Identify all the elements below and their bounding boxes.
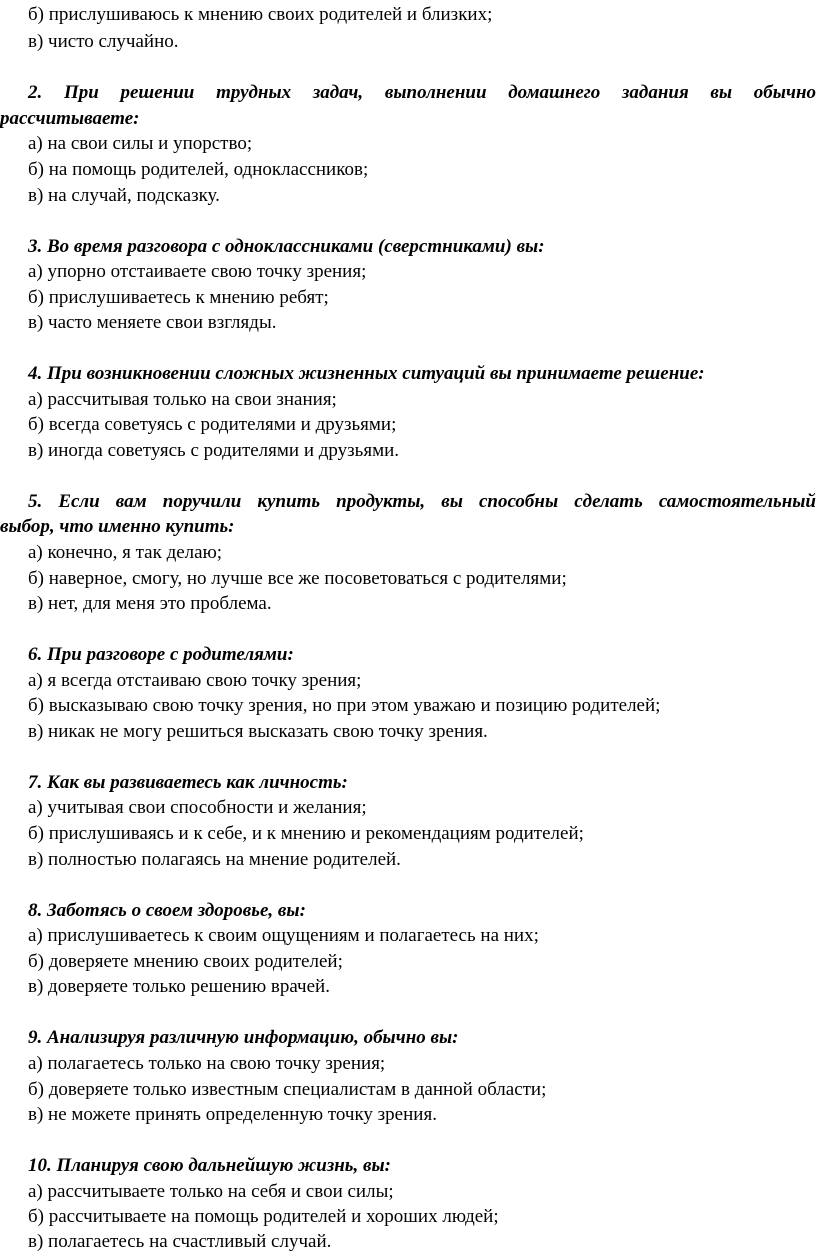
answer-line: в) на случай, подсказку. — [28, 185, 220, 206]
answer-line: в) полностью полагаясь на мнение родителей. — [28, 849, 401, 870]
answer-line: в) иногда советуясь с родителями и друзьями. — [28, 440, 400, 461]
answer-line: б) прислушиваетесь к мнению ребят; — [28, 287, 329, 308]
answer-line: в) часто меняете свои взгляды. — [28, 312, 277, 333]
answer-line: а) я всегда отстаиваю свою точку зрения; — [28, 670, 362, 691]
answer-line: а) полагаетесь только на свою точку зрения; — [28, 1053, 386, 1074]
answer-line: в) никак не могу решиться высказать свою точку зрения. — [28, 721, 488, 742]
question-2-title-cont: рассчитываете: — [0, 108, 140, 129]
answer-line: а) рассчитываете только на себя и свои силы; — [28, 1181, 394, 1202]
answer-line: в) доверяете только решению врачей. — [28, 976, 330, 997]
question-6-title: 6. При разговоре с родителями: — [28, 644, 294, 665]
answer-line: а) упорно отстаиваете свою точку зрения; — [28, 261, 367, 282]
answer-line: б) прислушиваюсь к мнению своих родителей и близких; — [28, 4, 493, 25]
answer-line: б) прислушиваясь и к себе, и к мнению и рекомендациям родителей; — [28, 823, 584, 844]
question-9-title: 9. Анализируя различную информацию, обычно вы: — [28, 1027, 459, 1048]
question-3-title: 3. Во время разговора с одноклассниками (сверстниками) вы: — [28, 236, 545, 257]
answer-line: в) нет, для меня это проблема. — [28, 593, 272, 614]
answer-line: б) доверяете только известным специалистам в данной области; — [28, 1079, 547, 1100]
answer-line: б) рассчитываете на помощь родителей и хороших людей; — [28, 1206, 499, 1227]
question-4-title: 4. При возникновении сложных жизненных ситуаций вы принимаете решение: — [28, 363, 705, 384]
answer-line: в) чисто случайно. — [28, 31, 179, 52]
question-5-title-cont: выбор, что именно купить: — [0, 516, 235, 537]
answer-line: б) доверяете мнению своих родителей; — [28, 951, 343, 972]
answer-line: а) на свои силы и упорство; — [28, 133, 253, 154]
answer-line: в) не можете принять определенную точку зрения. — [28, 1104, 437, 1125]
answer-line: а) прислушиваетесь к своим ощущениям и полагаетесь на них; — [28, 925, 539, 946]
answer-line: б) высказываю свою точку зрения, но при этом уважаю и позицию родителей; — [28, 695, 661, 716]
answer-line: а) учитывая свои способности и желания; — [28, 797, 367, 818]
answer-line: а) конечно, я так делаю; — [28, 542, 223, 563]
question-10-title: 10. Планируя свою дальнейшую жизнь, вы: — [28, 1155, 391, 1176]
answer-line: в) полагаетесь на счастливый случай. — [28, 1231, 332, 1252]
question-7-title: 7. Как вы развиваетесь как личность: — [28, 772, 348, 793]
question-8-title: 8. Заботясь о своем здоровье, вы: — [28, 900, 306, 921]
question-2-title: 2. При решении трудных задач, выполнении домашнего задания вы обычно — [28, 82, 816, 103]
answer-line: б) наверное, смогу, но лучше все же посоветоваться с родителями; — [28, 568, 567, 589]
answer-line: б) на помощь родителей, одноклассников; — [28, 159, 369, 180]
answer-line: а) рассчитывая только на свои знания; — [28, 389, 337, 410]
answer-line: б) всегда советуясь с родителями и друзьями; — [28, 414, 397, 435]
question-5-title: 5. Если вам поручили купить продукты, вы способны сделать самостоятельный — [28, 491, 816, 512]
